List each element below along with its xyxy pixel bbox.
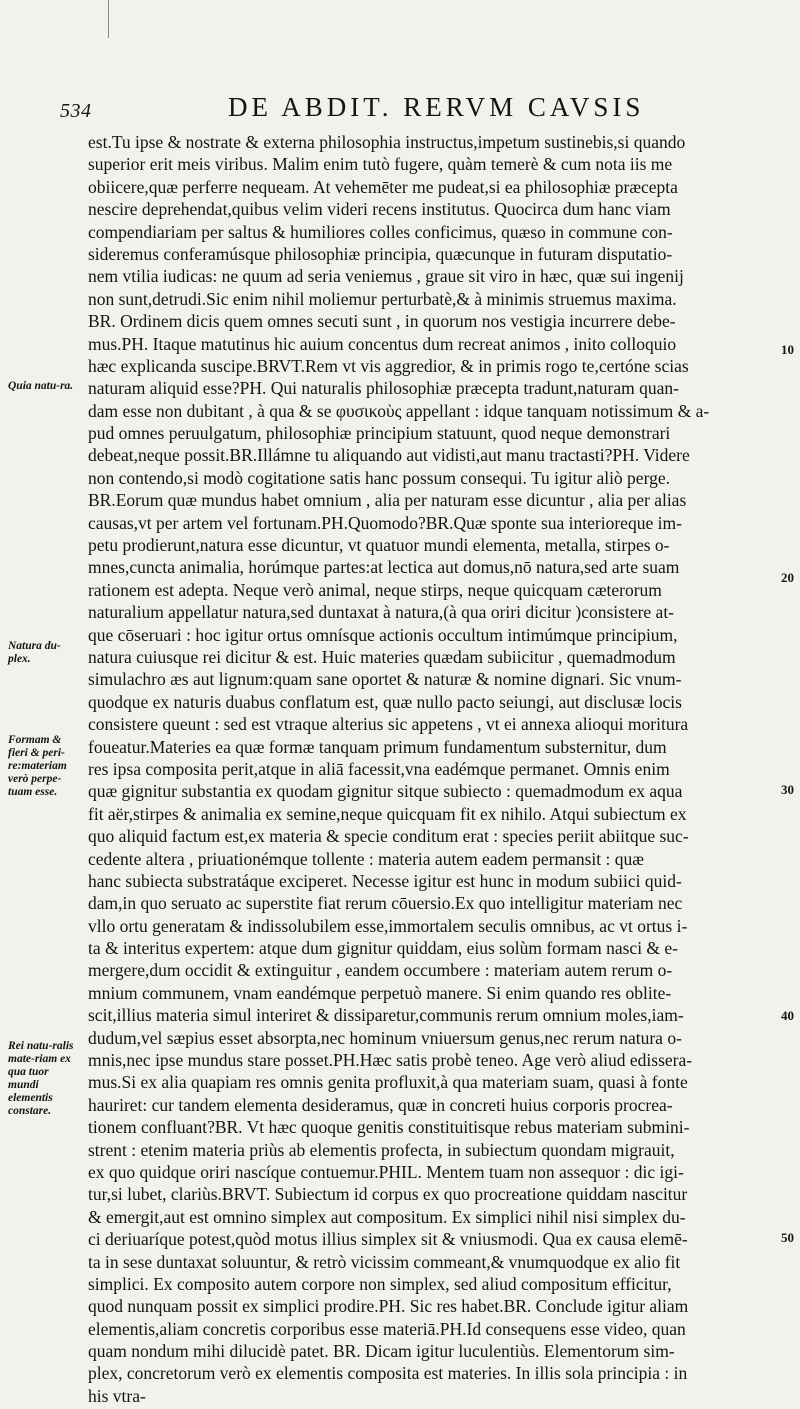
- text-line: quod nunquam possit ex simplici prodire.PH. Sic res habet.BR. Conclude igitur aliam: [88, 1296, 689, 1317]
- text-line: mnis,nec ipse mundus stare posset.PH.Hæc satis probè teneo. Age verò aliud edissera-: [88, 1050, 693, 1071]
- text-line: foueatur.Materies ea quæ formæ tanquam primum fundamentum substernitur, dum: [88, 736, 667, 757]
- line-number: 20: [781, 570, 794, 585]
- text-line: mus.PH. Itaque matutinus hic auium concentus dum recreat animos , inito colloquio: [88, 333, 677, 354]
- text-line: dam esse non dubitant , à qua & se φυσικοὺς appellant : idque tanquam notissimum & a-: [88, 400, 710, 421]
- text-line: quodque ex naturis duabus conflatum est, quæ nullo pacto seiungi, aut disclusæ locis: [88, 691, 682, 712]
- text-line: quam nondum mihi dilucidè patet. BR. Dicam igitur luculentiùs. Elementorum sim-: [88, 1341, 675, 1362]
- text-line: est.Tu ipse & nostrate & externa philosophia instructus,impetum sustinebis,si quando: [88, 132, 686, 152]
- text-line: natura cuiusque rei dicitur & est. Huic materies quædam subiicitur , quemadmodum: [88, 646, 676, 667]
- page-edge-mark: [108, 0, 109, 38]
- text-line: ci deriuaríque potest,quòd motus illius simplex sit & vniusmodi. Qua ex causa elemē-: [88, 1229, 688, 1250]
- text-line: dudum,vel sæpius esset absorpta,nec hominum vniuersum genus,nec rerum natura o-: [88, 1027, 682, 1048]
- line-number: 10: [781, 342, 794, 357]
- text-line: simplici. Ex composito autem corpore non simplex, sed aliud compositum efficitur,: [88, 1273, 672, 1294]
- margin-note: Formam & fieri & peri-re:materiam verò perpe-tuam esse.: [8, 734, 67, 798]
- text-line: nem vtilia iudicas: ne quum ad seria veniemus , graue sit viro in hæc, quæ sui ingenij: [88, 266, 684, 287]
- text-line: ex quo quidque oriri nascíque contuemur.PHIL. Mentem tuam non assequor : dic igi-: [88, 1161, 684, 1182]
- text-line: BR. Ordinem dicis quem omnes secuti sunt , in quorum nos vestigia incurrere debe-: [88, 311, 676, 332]
- text-line: scit,illius materia simul interiret & dissiparetur,communis rerum omnium moles,iam-: [88, 1005, 684, 1026]
- line-number: 30: [781, 782, 794, 797]
- text-line: pud omnes peruulgatum, philosophiæ principium statuunt, quod neque demonstrari: [88, 423, 671, 444]
- text-line: hauriret: cur tandem elementa desideramus, quæ in concreti huius corporis procrea-: [88, 1094, 673, 1115]
- text-line: vllo ortu generatam & indissolubilem esse,immortalem seculis omnibus, ac vt ortus i-: [88, 915, 688, 936]
- text-line: elementis,aliam concretis corporibus esse materiā.PH.Id consequens esse video, quan: [88, 1318, 686, 1339]
- text-line: ta & interitus expertem: atque dum gignitur quiddam, eius solùm formam nasci & e-: [88, 938, 679, 959]
- text-line: res ipsa composita perit,atque in aliā facessit,vna eadémque permanet. Omnis enim: [88, 758, 670, 779]
- text-line: superior erit meis viribus. Malim enim tutò fugere, quàm temerè & cum nota iis me: [88, 154, 673, 175]
- text-line: quæ gignitur substantia ex quodam gignitur sitque subiecto : quemadmodum ex aqua: [88, 781, 683, 802]
- text-line: tur,si lubet, clariùs.BRVT. Subiectum id corpus ex quo procreatione quiddam nascitur: [88, 1184, 688, 1205]
- text-line: mnes,cuncta animalia, horúmque partes:at lectica aut domus,nō natura,sed arte suam: [88, 557, 680, 578]
- text-line: hæc explicanda suscipe.BRVT.Rem vt vis aggredior, & in primis rogo te,certóne scias: [88, 355, 689, 376]
- text-line: non sunt,detrudi.Sic enim nihil moliemur perturbatè,& à minimis struemus maxima.: [88, 288, 677, 309]
- text-line: naturalium appellatur natura,sed duntaxat à natura,(à qua oriri dicitur )consistere at-: [88, 602, 675, 623]
- text-line: naturam aliquid esse?PH. Qui naturalis philosophiæ præcepta tradunt,naturam quan-: [88, 378, 679, 399]
- text-line: ta in sese duntaxat soluuntur, & retrò vicissim commeant,& vnumquodque ex alio fit: [88, 1251, 681, 1272]
- text-line: compendiariam per saltus & humiliores colles conficimus, quæso in commune con-: [88, 221, 673, 242]
- text-line: fit aër,stirpes & animalia ex semine,neque quicquam fit ex nihilo. Atqui subiectum ex: [88, 803, 687, 824]
- margin-note: Natura du-plex.: [8, 640, 61, 665]
- text-line: mergere,dum occidit & extinguitur , eandem occumbere : materiam autem rerum o-: [88, 960, 673, 981]
- text-line: consistere queunt : sed est vtraque alterius sic appetens , vt ei annexa alioqui moritura: [88, 714, 689, 735]
- text-line: dam,in quo seruato ac superstite fiat rerum cōuersio.Ex quo intelligitur materiam nec: [88, 893, 683, 914]
- text-line: petu prodierunt,natura esse dicuntur, vt quatuor mundi elementa, metalla, stirpes o-: [88, 535, 670, 556]
- text-line: causas,vt per artem vel fortunam.PH.Quomodo?BR.Quæ sponte sua interioreque im-: [88, 512, 682, 533]
- text-line: mnium communem, vnam eandémque perpetuò manere. Si enim quando res oblite-: [88, 982, 672, 1003]
- margin-note: Quia natu-ra.: [8, 380, 74, 392]
- text-line: hanc subiecta substratáque exciperet. Necesse igitur est hunc in modum subiici quid-: [88, 870, 682, 891]
- text-line: obiicere,quæ perferre nequeam. At vehemēter me pudeat,si ea philosophiæ præcepta: [88, 176, 678, 197]
- page-number: 534: [60, 100, 92, 122]
- running-title: DE ABDIT. RERVM CAVSIS: [228, 92, 645, 122]
- text-line: his vtra-: [88, 1385, 146, 1406]
- text-line: que cōseruari : hoc igitur ortus omnísque actionis occultum intimúmque principium,: [88, 624, 678, 645]
- body-text: [88, 131, 756, 1407]
- line-number: 50: [781, 1230, 794, 1245]
- text-line: debeat,neque possit.BR.Illámne tu aliquando aut vidisti,aut manu tractasti?PH. Videre: [88, 445, 690, 466]
- text-line: nescire deprehendat,quibus velim videri recens institutus. Quocirca dum hanc viam: [88, 199, 671, 220]
- text-line: rationem est adepta. Neque verò animal, neque stirps, neque quicquam cæterorum: [88, 579, 662, 600]
- text-line: quo aliquid factum est,ex materia & specie conditum erat : species periit abiitque suc-: [88, 826, 689, 847]
- text-line: sideremus conferamúsque philosophiæ principia, quæcunque in futuram disputatio-: [88, 243, 673, 264]
- text-line: plex, concretorum verò ex elementis composita est materies. In illis sola principia : in: [88, 1363, 688, 1384]
- text-line: non contendo,si modò cogitatione satis hanc possum consequi. Tu igitur aliò perge.: [88, 467, 670, 488]
- text-line: & emergit,aut est omnino simplex aut compositum. Ex simplici nihil nisi simplex du-: [88, 1206, 686, 1227]
- text-line: strent : etenim materia priùs ab elementis profecta, in subiectum quondam migrauit,: [88, 1139, 675, 1160]
- text-line: simulachro æs aut lignum:quam sane oportet & naturæ & nomine dignari. Sic vnum-: [88, 669, 682, 690]
- line-number: 40: [781, 1008, 794, 1023]
- text-line: cedente altera , priuationémque tollente : materia autem eadem permansit : quæ: [88, 848, 644, 869]
- margin-note: Rei natu-ralis mate-riam ex qua tuor mundi elementis constare.: [8, 1040, 74, 1117]
- text-line: tionem confluant?BR. Vt hæc quoque genitis constituitisque rebus materiam submini-: [88, 1117, 690, 1138]
- text-line: mus.Si ex alia quapiam res omnis genita profluxit,à qua materiam suam, quasi à fonte: [88, 1072, 688, 1093]
- text-line: BR.Eorum quæ mundus habet omnium , alia per naturam esse dicuntur , alia per alias: [88, 490, 687, 511]
